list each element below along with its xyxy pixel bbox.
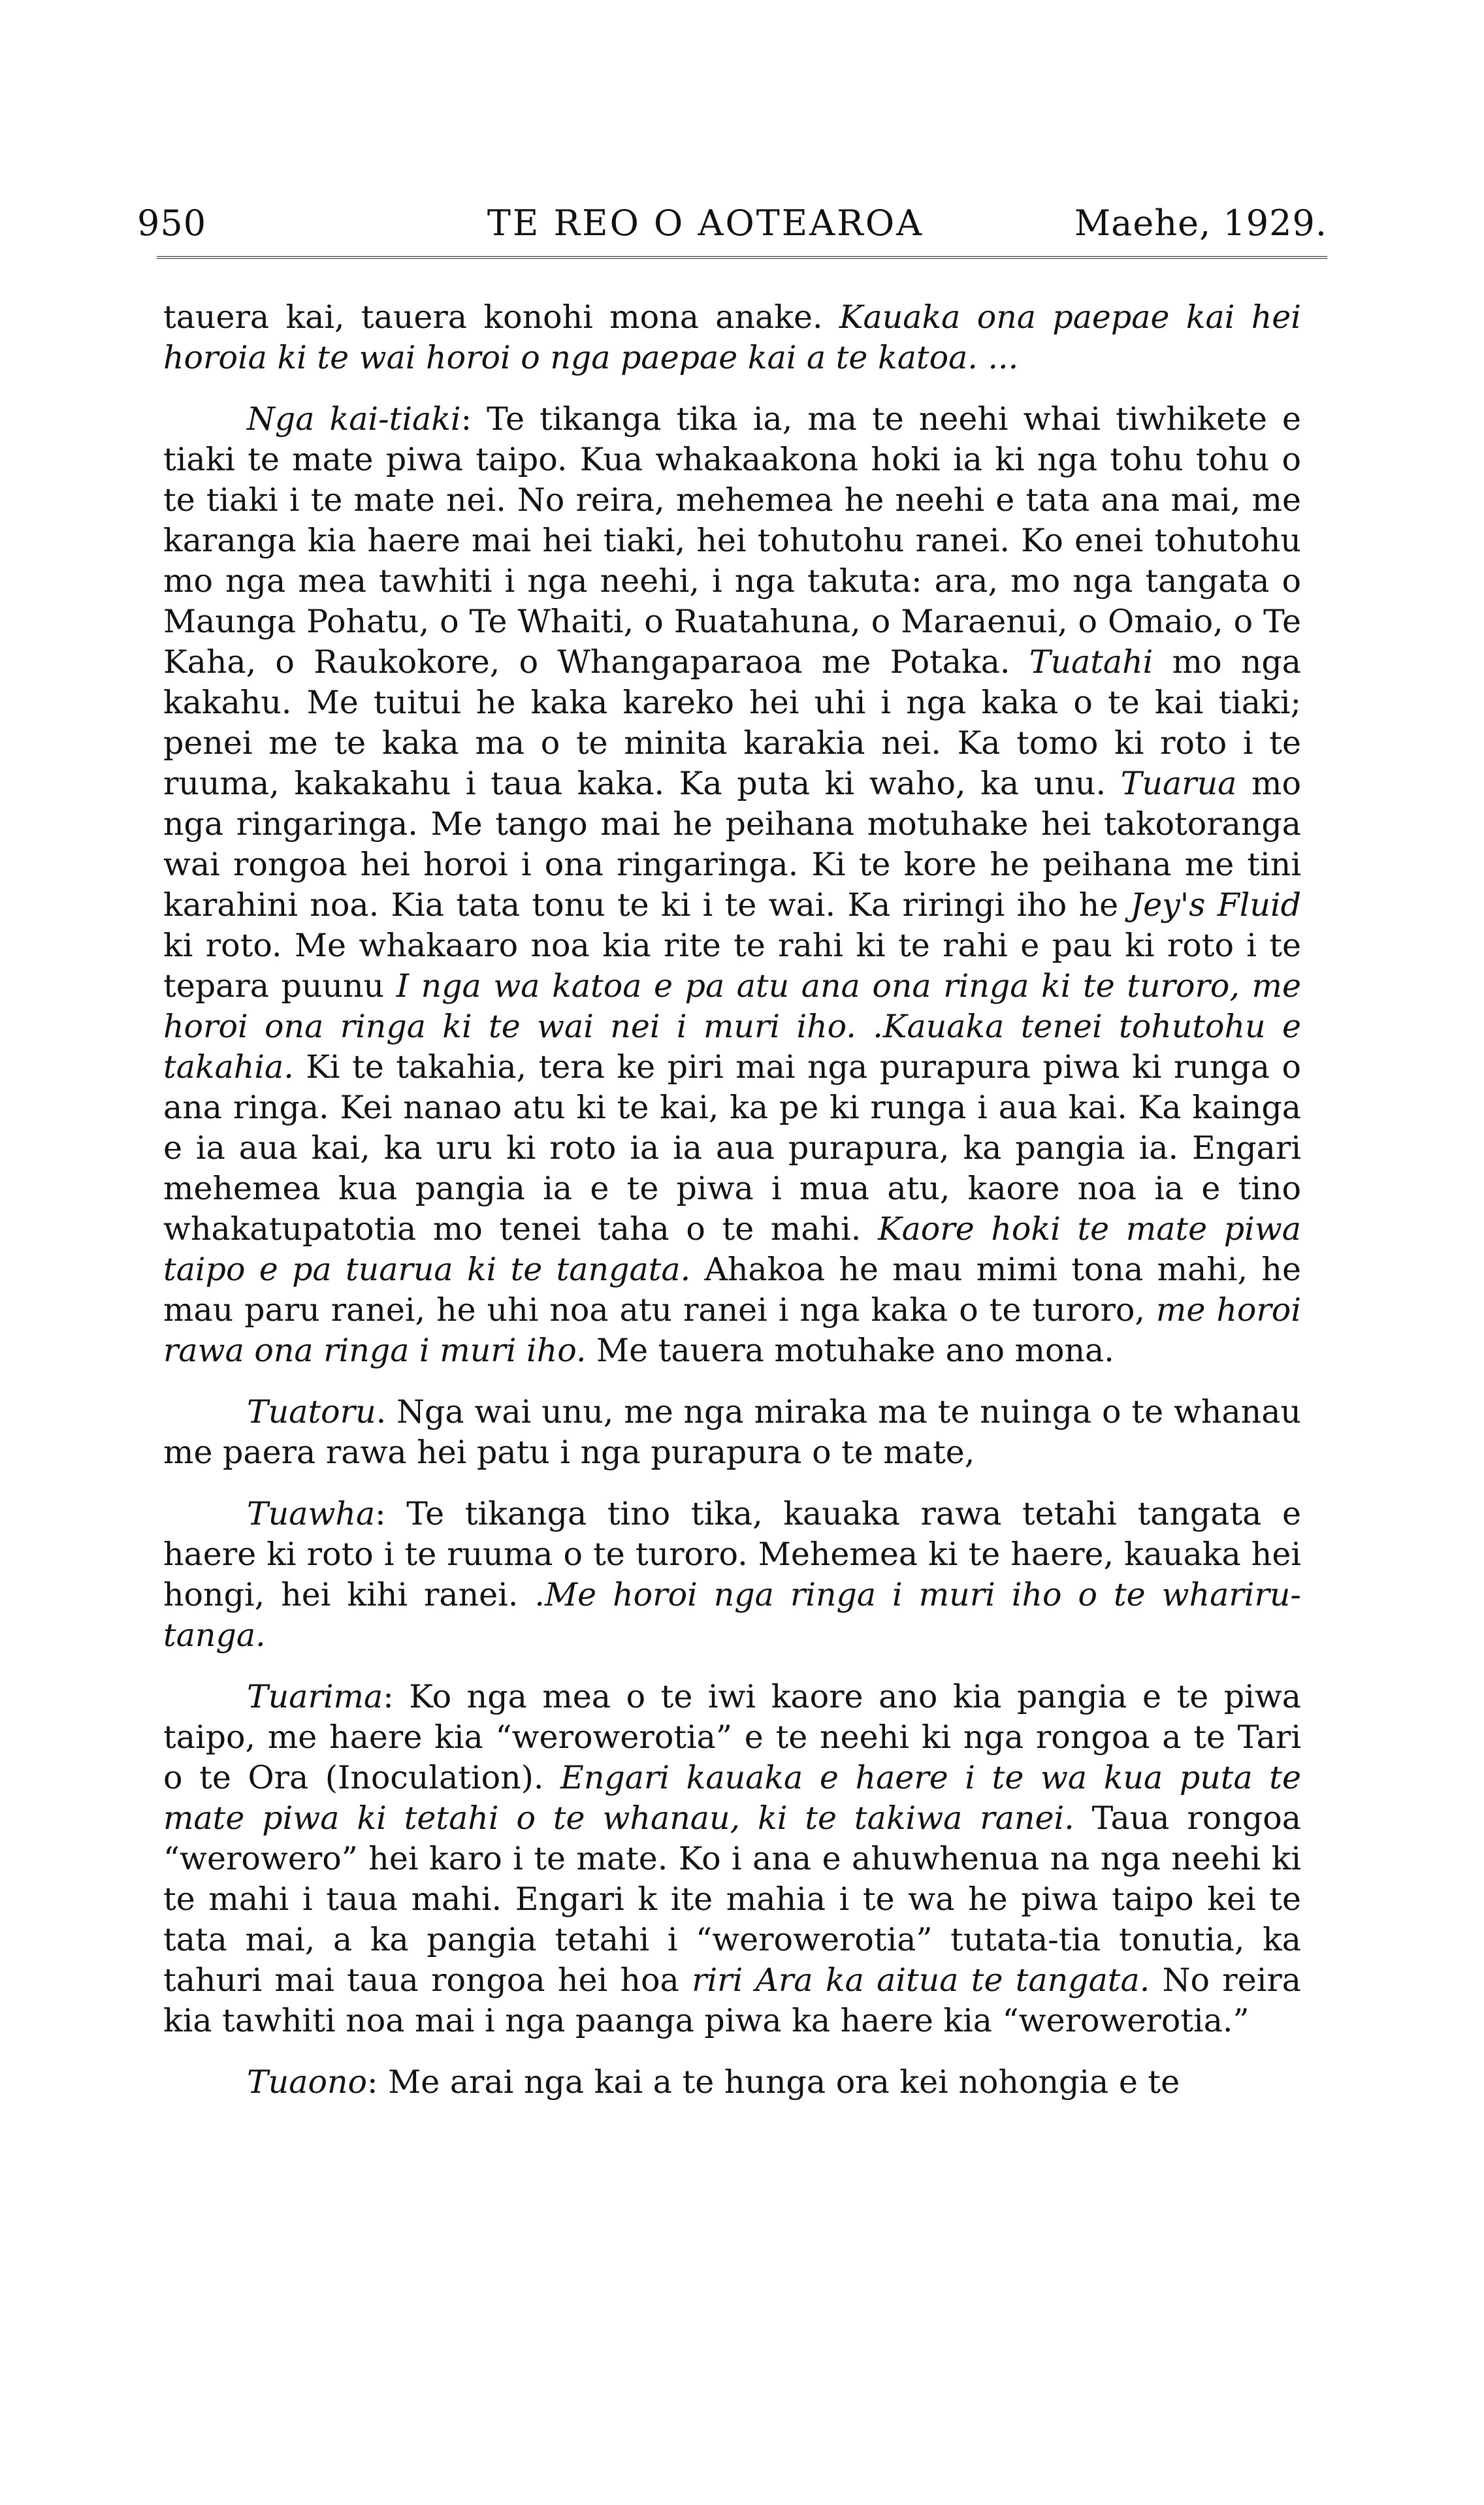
text-run: mo nga kakahu. Me tuitui he kaka kareko hei uhi i nga kaka o te kai tiaki; penei me te kaka ma o te minita karakia nei. Ka tomo ki roto i te ruuma, kakakahu i taua kaka. Ka puta ki waho, ka unu. [163,643,1301,802]
header-rule [157,256,1327,261]
issue-date: Maehe, 1929. [1074,202,1327,244]
italic-run: Engari kauaka e haere i te wa kua puta te mate piwa ki tetahi o te whanau, ki te takiwa ranei. [163,1759,1301,1837]
italic-run: Tuatahi [1029,643,1153,681]
text-run: Ki te takahia, tera ke piri mai nga purapura piwa ki runga o ana ringa. Kei nanao atu ki te kai, ka pe ki runga i aua kai. Ka kainga e ia aua kai, ka uru ki roto ia ia aua purapura, ka pangia ia. Engari mehemea kua pangia ia e te piwa i mua atu, kaore noa ia e tino whakatupatotia mo tenei taha o te mahi. [163,1048,1301,1248]
paragraph-tuatoru [163,1392,1301,1473]
text-run: : Ko nga mea o te iwi kaore ano kia pangia e te piwa taipo, me haere kia “werowerotia” e te neehi ki nga rongoa a te Tari o te Ora (Inoculation). [163,1678,1301,1796]
text-run: . Nga wai unu, me nga miraka ma te nuinga o te whanau me paera rawa hei patu i nga purapura o te mate, [163,1393,1301,1471]
italic-run: me horoi rawa ona ringa i muri iho. [163,1291,1301,1369]
running-header [137,202,1327,255]
italic-run: Jey's Fluid [1130,886,1301,924]
text-run: : Te tikanga tika ia, ma te neehi whai tiwhikete e tiaki te mate piwa taipo. Kua whakaakona hoki ia ki nga tohu tohu o te tiaki i te mate nei. No reira, mehemea he neehi e tata ana mai, me karanga kia haere mai hei tiaki, hei tohutohu ranei. Ko enei tohutohu mo nga mea tawhiti i nga neehi, i nga takuta: ara, mo nga tangata o Maunga Pohatu, o Te Whaiti, o Ruatahuna, o Maraenui, o Omaio, o Te Kaha, o Raukokore, o Whangaparaoa me Potaka. [163,400,1301,681]
italic-run: Tuarima [247,1678,383,1715]
paragraph-tuaono [163,2062,1301,2103]
italic-run: riri Ara ka aitua te tangata. [692,1962,1150,1999]
paragraph-continued [163,297,1301,378]
italic-run: Tuatoru [247,1393,376,1430]
paragraph-tuawha [163,1494,1301,1656]
text-run: : Me arai nga kai a te hunga ora kei nohongia e te [367,2063,1180,2101]
italic-run: I nga wa katoa e pa atu ana ona ringa ki te turoro, me horoi ona ringa ki te wai nei i muri iho. .Kauaka tenei tohutohu e takahia. [163,967,1301,1086]
italic-run: Kaore hoki te mate piwa taipo e pa tuarua ki te tangata. [163,1210,1301,1288]
paragraph-tuarima [163,1677,1301,2041]
italic-run: Kauaka ona paepae kai hei horoia ki te wai horoi o nga paepae kai a te katoa. ... [163,299,1301,376]
text-run: No reira kia tawhiti noa mai i nga paanga piwa ka haere kia “werowerotia.” [163,1962,1302,2039]
text-run: tauera kai, tauera konohi mona anake. [163,299,839,336]
text-run: ki roto. Me whakaaro noa kia rite te rahi ki te rahi e pau ki roto i te tepara puunu [163,927,1301,1005]
text-run: mo nga ringaringa. Me tango mai he peihana motuhake hei takotoranga wai rongoa hei horoi i ona ringaringa. Ki te kore he peihana me tini karahini noa. Kia tata tonu te ki i te wai. Ka riringi iho he [163,765,1301,924]
italic-run: Nga kai-tiaki [247,400,461,438]
italic-run: .Me horoi nga ringa i muri iho o te whariru-tanga. [163,1576,1301,1654]
paragraph-nga-kai-tiaki [163,399,1301,1371]
journal-title: TE REO O AOTEAROA [487,202,924,244]
text-run: Taua rongoa “werowero” hei karo i te mate. Ko i ana e ahuwhenua na nga neehi ki te mahi i taua mahi. Engari k ite mahia i te wa he piwa taipo kei te tata mai, a ka pangia tetahi i “werowerotia” tutata-tia tonutia, ka tahuri mai taua rongoa hei hoa [163,1800,1301,1999]
italic-run: Tuaono [247,2063,368,2101]
text-run: Ahakoa he mau mimi tona mahi, he mau paru ranei, he uhi noa atu ranei i nga kaka o te turoro, [163,1251,1301,1329]
article-body [163,297,1301,2124]
text-run: : Te tikanga tino tika, kauaka rawa tetahi tangata e haere ki roto i te ruuma o te turoro. Mehemea ki te haere, kauaka hei hongi, hei kihi ranei. [163,1495,1301,1613]
italic-run: Tuarua [1120,765,1237,802]
text-run: Me tauera motuhake ano mona. [586,1332,1114,1369]
italic-run: Tuawha [247,1495,376,1532]
page-number: 950 [137,202,207,244]
